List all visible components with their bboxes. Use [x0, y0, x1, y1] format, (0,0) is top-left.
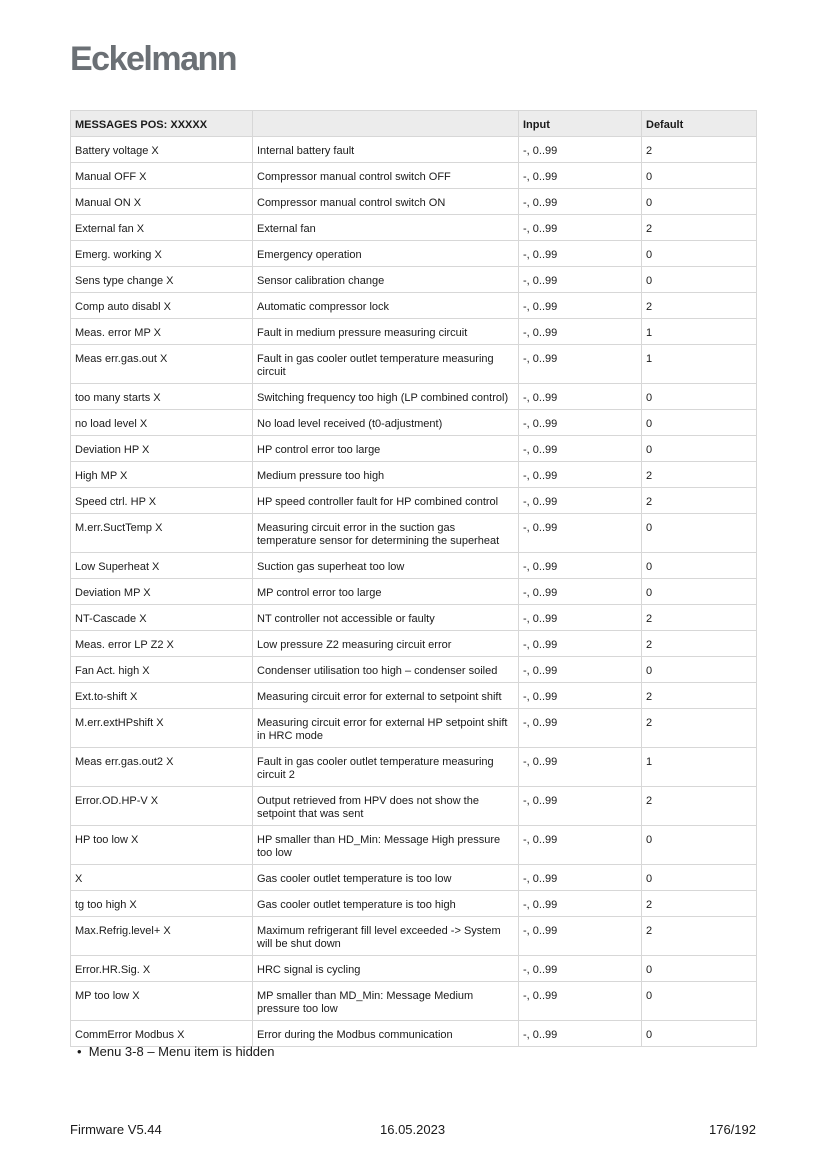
table-row [71, 605, 757, 631]
message-default-cell: 2 [642, 488, 757, 514]
message-name-cell: NT-Cascade X [71, 605, 253, 631]
header-messages-pos: MESSAGES POS: XXXXX [71, 111, 253, 137]
message-description-cell: Gas cooler outlet temperature is too low [253, 865, 519, 891]
message-default-cell: 0 [642, 189, 757, 215]
table-row [71, 462, 757, 488]
message-input-cell: -, 0..99 [519, 293, 642, 319]
message-description-cell: Internal battery fault [253, 137, 519, 163]
message-name-cell: Manual ON X [71, 189, 253, 215]
message-name-cell: HP too low X [71, 826, 253, 865]
table-row [71, 319, 757, 345]
table-row [71, 657, 757, 683]
header-input: Input [519, 111, 642, 137]
table-row [71, 982, 757, 1021]
message-name-cell: X [71, 865, 253, 891]
message-name-cell: tg too high X [71, 891, 253, 917]
message-input-cell: -, 0..99 [519, 241, 642, 267]
message-input-cell: -, 0..99 [519, 267, 642, 293]
message-input-cell: -, 0..99 [519, 163, 642, 189]
table-row [71, 891, 757, 917]
message-description-cell: Automatic compressor lock [253, 293, 519, 319]
table-row [71, 748, 757, 787]
message-input-cell: -, 0..99 [519, 891, 642, 917]
footer-date: 16.05.2023 [380, 1122, 446, 1137]
table-row [71, 436, 757, 462]
message-description-cell: Gas cooler outlet temperature is too high [253, 891, 519, 917]
table-row [71, 956, 757, 982]
message-input-cell: -, 0..99 [519, 865, 642, 891]
message-input-cell: -, 0..99 [519, 748, 642, 787]
message-name-cell: M.err.extHPshift X [71, 709, 253, 748]
header-default: Default [642, 111, 757, 137]
message-description-cell: Fault in medium pressure measuring circuit [253, 319, 519, 345]
message-input-cell: -, 0..99 [519, 189, 642, 215]
message-description-cell: Output retrieved from HPV does not show the setpoint that was sent [253, 787, 519, 826]
message-name-cell: Manual OFF X [71, 163, 253, 189]
message-default-cell: 0 [642, 826, 757, 865]
message-description-cell: Condenser utilisation too high – condenser soiled [253, 657, 519, 683]
message-name-cell: no load level X [71, 410, 253, 436]
message-default-cell: 2 [642, 462, 757, 488]
message-input-cell: -, 0..99 [519, 605, 642, 631]
message-input-cell: -, 0..99 [519, 1021, 642, 1047]
message-description-cell: Compressor manual control switch ON [253, 189, 519, 215]
message-default-cell: 0 [642, 865, 757, 891]
message-name-cell: Deviation HP X [71, 436, 253, 462]
message-input-cell: -, 0..99 [519, 787, 642, 826]
message-name-cell: Comp auto disabl X [71, 293, 253, 319]
message-input-cell: -, 0..99 [519, 410, 642, 436]
message-description-cell: Switching frequency too high (LP combined control) [253, 384, 519, 410]
message-input-cell: -, 0..99 [519, 514, 642, 553]
footer-page-number: 176/192 [709, 1122, 756, 1137]
message-input-cell: -, 0..99 [519, 982, 642, 1021]
message-input-cell: -, 0..99 [519, 826, 642, 865]
table-row [71, 163, 757, 189]
table-row [71, 826, 757, 865]
bullet-text: Menu 3-8 – Menu item is hidden [88, 1044, 275, 1059]
message-default-cell: 0 [642, 1021, 757, 1047]
header-description [253, 111, 519, 137]
message-name-cell: Emerg. working X [71, 241, 253, 267]
message-description-cell: NT controller not accessible or faulty [253, 605, 519, 631]
message-default-cell: 2 [642, 709, 757, 748]
table-row [71, 345, 757, 384]
message-description-cell: Sensor calibration change [253, 267, 519, 293]
message-input-cell: -, 0..99 [519, 683, 642, 709]
message-default-cell: 0 [642, 410, 757, 436]
message-default-cell: 2 [642, 215, 757, 241]
message-default-cell: 0 [642, 982, 757, 1021]
message-default-cell: 0 [642, 436, 757, 462]
message-input-cell: -, 0..99 [519, 579, 642, 605]
table-row [71, 709, 757, 748]
message-default-cell: 2 [642, 605, 757, 631]
message-input-cell: -, 0..99 [519, 137, 642, 163]
message-input-cell: -, 0..99 [519, 436, 642, 462]
message-name-cell: Ext.to-shift X [71, 683, 253, 709]
message-description-cell: Low pressure Z2 measuring circuit error [253, 631, 519, 657]
message-description-cell: Fault in gas cooler outlet temperature measuring circuit [253, 345, 519, 384]
table-row [71, 189, 757, 215]
message-default-cell: 0 [642, 579, 757, 605]
message-description-cell: MP control error too large [253, 579, 519, 605]
message-description-cell: Measuring circuit error in the suction gas temperature sensor for determining the superheat [253, 514, 519, 553]
table-row [71, 683, 757, 709]
table-row [71, 215, 757, 241]
table-row [71, 917, 757, 956]
bullet-note: • Menu 3-8 – Menu item is hidden [77, 1044, 275, 1059]
message-description-cell: Error during the Modbus communication [253, 1021, 519, 1047]
message-name-cell: Fan Act. high X [71, 657, 253, 683]
footer-firmware: Firmware V5.44 [70, 1122, 162, 1137]
message-default-cell: 0 [642, 657, 757, 683]
message-description-cell: HP speed controller fault for HP combined control [253, 488, 519, 514]
message-default-cell: 1 [642, 345, 757, 384]
message-default-cell: 2 [642, 293, 757, 319]
eckelmann-logo: Eckelmann [70, 40, 237, 78]
message-default-cell: 2 [642, 683, 757, 709]
message-name-cell: Max.Refrig.level+ X [71, 917, 253, 956]
message-name-cell: Speed ctrl. HP X [71, 488, 253, 514]
message-description-cell: External fan [253, 215, 519, 241]
message-name-cell: Meas err.gas.out2 X [71, 748, 253, 787]
message-name-cell: Deviation MP X [71, 579, 253, 605]
message-default-cell: 0 [642, 553, 757, 579]
message-description-cell: Fault in gas cooler outlet temperature measuring circuit 2 [253, 748, 519, 787]
message-input-cell: -, 0..99 [519, 956, 642, 982]
message-input-cell: -, 0..99 [519, 657, 642, 683]
table-row [71, 553, 757, 579]
message-default-cell: 2 [642, 891, 757, 917]
table-row [71, 384, 757, 410]
message-name-cell: CommError Modbus X [71, 1021, 253, 1047]
message-description-cell: Measuring circuit error for external to setpoint shift [253, 683, 519, 709]
message-description-cell: Compressor manual control switch OFF [253, 163, 519, 189]
table-row [71, 410, 757, 436]
table-row [71, 579, 757, 605]
message-default-cell: 2 [642, 137, 757, 163]
message-name-cell: too many starts X [71, 384, 253, 410]
table-row [71, 488, 757, 514]
message-description-cell: Maximum refrigerant fill level exceeded -> System will be shut down [253, 917, 519, 956]
message-default-cell: 0 [642, 241, 757, 267]
table-row [71, 865, 757, 891]
table-row [71, 293, 757, 319]
table-row [71, 1021, 757, 1047]
message-input-cell: -, 0..99 [519, 384, 642, 410]
message-default-cell: 0 [642, 514, 757, 553]
message-default-cell: 1 [642, 748, 757, 787]
message-description-cell: Medium pressure too high [253, 462, 519, 488]
message-default-cell: 0 [642, 956, 757, 982]
message-description-cell: HP smaller than HD_Min: Message High pressure too low [253, 826, 519, 865]
message-input-cell: -, 0..99 [519, 345, 642, 384]
message-name-cell: Meas err.gas.out X [71, 345, 253, 384]
message-input-cell: -, 0..99 [519, 462, 642, 488]
table-row [71, 631, 757, 657]
message-name-cell: MP too low X [71, 982, 253, 1021]
message-description-cell: Suction gas superheat too low [253, 553, 519, 579]
message-name-cell: Error.OD.HP-V X [71, 787, 253, 826]
message-input-cell: -, 0..99 [519, 319, 642, 345]
message-name-cell: External fan X [71, 215, 253, 241]
message-description-cell: Measuring circuit error for external HP setpoint shift in HRC mode [253, 709, 519, 748]
message-default-cell: 0 [642, 384, 757, 410]
message-name-cell: High MP X [71, 462, 253, 488]
message-description-cell: HRC signal is cycling [253, 956, 519, 982]
message-name-cell: M.err.SuctTemp X [71, 514, 253, 553]
message-description-cell: Emergency operation [253, 241, 519, 267]
message-default-cell: 2 [642, 787, 757, 826]
table-row [71, 787, 757, 826]
message-default-cell: 1 [642, 319, 757, 345]
message-input-cell: -, 0..99 [519, 631, 642, 657]
message-name-cell: Battery voltage X [71, 137, 253, 163]
message-default-cell: 0 [642, 267, 757, 293]
message-name-cell: Meas. error MP X [71, 319, 253, 345]
message-input-cell: -, 0..99 [519, 553, 642, 579]
table-row [71, 241, 757, 267]
table-row [71, 267, 757, 293]
message-description-cell: MP smaller than MD_Min: Message Medium pressure too low [253, 982, 519, 1021]
table-row [71, 514, 757, 553]
message-name-cell: Meas. error LP Z2 X [71, 631, 253, 657]
message-default-cell: 2 [642, 917, 757, 956]
message-input-cell: -, 0..99 [519, 215, 642, 241]
message-input-cell: -, 0..99 [519, 709, 642, 748]
message-name-cell: Sens type change X [71, 267, 253, 293]
table-row [71, 137, 757, 163]
message-name-cell: Low Superheat X [71, 553, 253, 579]
message-name-cell: Error.HR.Sig. X [71, 956, 253, 982]
table-header-row [71, 111, 757, 137]
message-default-cell: 2 [642, 631, 757, 657]
message-default-cell: 0 [642, 163, 757, 189]
messages-table [70, 110, 757, 1047]
message-input-cell: -, 0..99 [519, 917, 642, 956]
message-description-cell: No load level received (t0-adjustment) [253, 410, 519, 436]
message-description-cell: HP control error too large [253, 436, 519, 462]
message-input-cell: -, 0..99 [519, 488, 642, 514]
